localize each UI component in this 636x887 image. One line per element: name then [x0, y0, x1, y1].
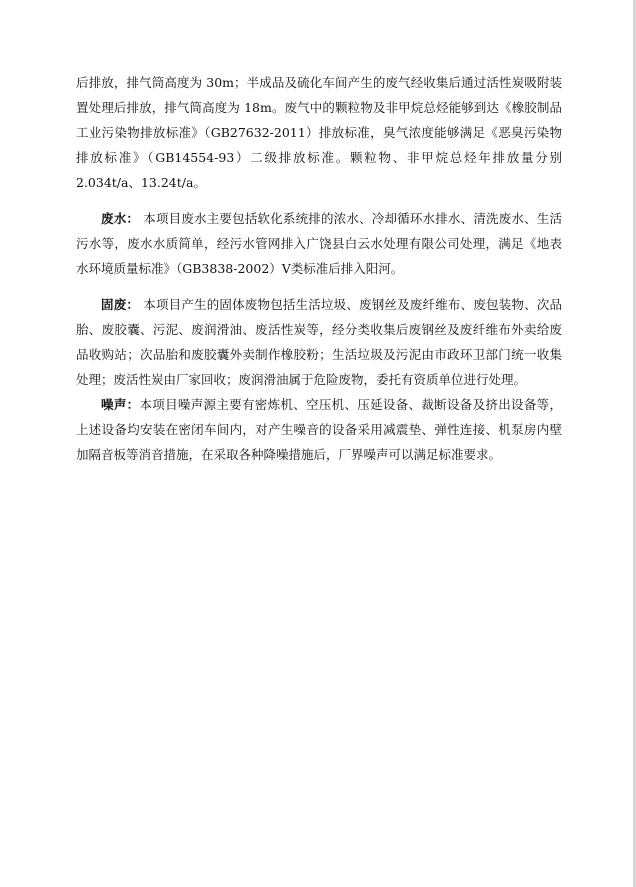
paragraph-noise [76, 392, 562, 467]
paragraph-wastewater [76, 206, 562, 281]
noise-label: 噪声： [101, 397, 140, 412]
paragraph-noise-text: 本项目噪声源主要有密炼机、空压机、压延设备、裁断设备及挤出设备等，上述设备均安装在密闭车间内，对产生噪音的设备采用减震垫、弹性连接、机泵房内壁加隔音板等消音措施，在采取各种降噪措施后，厂界噪声可以满足标准要求。 [76, 397, 562, 462]
solid-waste-label: 固废： [101, 297, 140, 312]
paragraph-solid-waste-text: 本项目产生的固体废物包括生活垃圾、废钢丝及废纤维布、废包装物、次品胎、废胶囊、污泥、废润滑油、废活性炭等，经分类收集后废钢丝及废纤维布外卖给废品收购站；次品胎和废胶囊外卖制作橡胶粉；生活垃圾及污泥由市政环卫部门统一收集处理；废活性炭由厂家回收；废润滑油属于危险废物，委托有资质单位进行处理。 [76, 297, 562, 387]
paragraph-wastewater-text: 本项目废水主要包括软化系统排的浓水、冷却循环水排水、清洗废水、生活污水等，废水水质简单，经污水管网排入广饶县白云水处理有限公司处理，满足《地表水环境质量标准》（GB3838-2002）Ⅴ类标准后排入阳河。 [76, 211, 562, 276]
paragraph-exhaust-gas-text: 后排放，排气筒高度为 30m；半成品及硫化车间产生的废气经收集后通过活性炭吸附装置处理后排放，排气筒高度为 18m。废气中的颗粒物及非甲烷总烃能够到达《橡胶制品工业污染物排放标准》（GB27632-2011）排放标准，臭气浓度能够满足《恶臭污染物排放标准》（GB14554-93）二级排放标准。颗粒物、非甲烷总烃年排放量分别 2.034t/a、13.24t/a。 [76, 75, 562, 190]
paragraph-exhaust-gas [76, 70, 562, 195]
wastewater-label: 废水： [101, 211, 140, 226]
paragraph-solid-waste [76, 292, 562, 392]
document-body [76, 70, 562, 467]
